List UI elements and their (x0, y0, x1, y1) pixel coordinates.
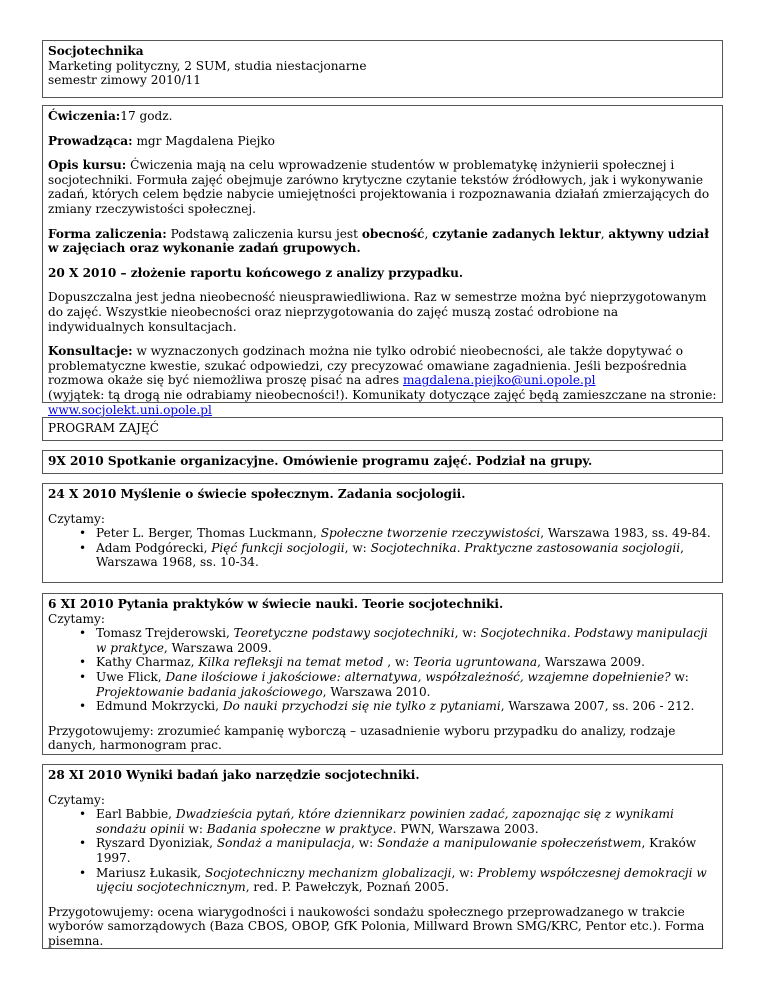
nieobecnosc: Dopuszczalna jest jedna nieobecność nieusprawiedliwiona. Raz w semestrze można być nieprzygotowanym do zajęć. Wszystkie nieobecności oraz nieprzygotowania do zajęć muszą zostać odrobione na indywidualnych konsultacjach. (48, 290, 707, 334)
reading-item: • Ryszard Dyoniziak, Sondaż a manipulacja, w: Sondaże a manipulowanie społeczeństwem, Kraków 1997. (48, 836, 717, 865)
reading-item: • Uwe Flick, Dane ilościowe i jakościowe: alternatywa, współzależność, wzajemne dopełnienie? w: Projektowanie badania jakościowego, Warszawa 2010. (48, 670, 717, 699)
session-3-title: 6 XI 2010 Pytania praktyków w świecie nauki. Teorie socjotechniki. (48, 597, 504, 611)
session-2 (42, 483, 723, 583)
course-line1: Marketing polityczny, 2 SUM, studia niestacjonarne (48, 58, 367, 73)
program-title: PROGRAM ZAJĘĆ (48, 421, 159, 435)
course-header (42, 40, 723, 98)
forma-zaliczenia: Forma zaliczenia: Podstawą zaliczenia kursu jest obecność, czytanie zadanych lektur, aktywny udział w zajęciach oraz wykonanie zadań grupowych. (48, 226, 709, 256)
session-4-readings (48, 807, 717, 895)
prowadzaca: Prowadząca: mgr Magdalena Piejko (48, 133, 275, 148)
session-1 (42, 450, 723, 474)
session-3-read-label: Czytamy: (48, 611, 105, 626)
website-link[interactable]: www.socjolekt.uni.opole.pl (48, 402, 212, 417)
session-3 (42, 593, 723, 755)
reading-item: • Adam Podgórecki, Pięć funkcji socjologii, w: Socjotechnika. Praktyczne zastosowania socjologii, Warszawa 1968, ss. 10-34. (48, 541, 717, 570)
reading-item: • Earl Babbie, Dwadzieścia pytań, które dziennikarz powinien zadać, zapoznając się z wynikami sondażu opinii w: Badania społeczne w praktyce. PWN, Warszawa 2003. (48, 807, 717, 836)
reading-item: • Tomasz Trejderowski, Teoretyczne podstawy socjotechniki, w: Socjotechnika. Podstawy manipulacji w praktyce, Warszawa 2009. (48, 626, 717, 655)
session-4-read-label: Czytamy: (48, 792, 105, 807)
email-link[interactable]: magdalena.piejko@uni.opole.pl (402, 373, 596, 388)
reading-item: • Kathy Charmaz, Kilka refleksji na temat metod , w: Teoria ugruntowana, Warszawa 2009. (48, 655, 717, 670)
session-2-readings (48, 526, 717, 570)
cwiczenia: Ćwiczenia:17 godz. (48, 109, 173, 123)
session-2-title: 24 X 2010 Myślenie o świecie społecznym. Zadania socjologii. (48, 487, 466, 501)
session-1-title: 9X 2010 Spotkanie organizacyjne. Omówienie programu zajęć. Podział na grupy. (48, 454, 593, 468)
session-3-prep: Przygotowujemy: zrozumieć kampanię wyborczą – uzasadnienie wyboru przypadku do analizy, rodzaje danych, harmonogram prac. (48, 723, 676, 753)
program-title-box (42, 417, 723, 441)
session-3-readings (48, 626, 717, 714)
reading-item: • Peter L. Berger, Thomas Luckmann, Społeczne tworzenie rzeczywistości, Warszawa 1983, ss. 49-84. (48, 526, 717, 541)
session-4 (42, 764, 723, 949)
session-2-read-label: Czytamy: (48, 511, 105, 526)
deadline: 20 X 2010 – złożenie raportu końcowego z analizy przypadku. (48, 265, 464, 280)
konsultacje: Konsultacje: w wyznaczonych godzinach można nie tylko odrobić nieobecności, ale także dopytywać o problematyczne kwestie, szukać odpowiedzi, czy precyzować omawiane zagadnienia. Jeśli bezpośrednia rozmowa okaże się być niemożliwa proszę pisać na adres magdalena.piejko@uni.opole.pl (wyjątek: tą drogą nie odrabiamy nieobecności!). Komunikaty dotyczące zajęć będą zamieszczane na stronie: www.socjolekt.uni.opole.pl (48, 344, 717, 417)
reading-item: • Mariusz Łukasik, Socjotechniczny mechanizm globalizacji, w: Problemy współczesnej demokracji w ujęciu socjotechnicznym, red. P. Pawełczyk, Poznań 2005. (48, 866, 717, 895)
course-title: Socjotechnika (48, 44, 144, 58)
opis-kursu: Opis kursu: Ćwiczenia mają na celu wprowadzenie studentów w problematykę inżynierii społecznej i socjotechniki. Formuła zajęć obejmuje zarówno krytyczne czytanie tekstów źródłowych, jak i wykonywanie zadań, których celem będzie nabycie umiejętności projektowania i rozpoznawania działań zmierzających do zmiany rzeczywistości społecznej. (48, 158, 710, 216)
course-info (42, 105, 723, 417)
session-4-title: 28 XI 2010 Wyniki badań jako narzędzie socjotechniki. (48, 768, 420, 782)
session-4-prep: Przygotowujemy: ocena wiarygodności i naukowości sondażu społecznego przeprowadzanego w trakcie wyborów samorządowych (Baza CBOS, OBOP, GfK Polonia, Millward Brown SMG/KRC, Pentor etc.). Forma pisemna. (48, 904, 705, 948)
reading-item: • Edmund Mokrzycki, Do nauki przychodzi się nie tylko z pytaniami, Warszawa 2007, ss. 206 - 212. (48, 699, 717, 714)
course-line2: semestr zimowy 2010/11 (48, 73, 201, 88)
